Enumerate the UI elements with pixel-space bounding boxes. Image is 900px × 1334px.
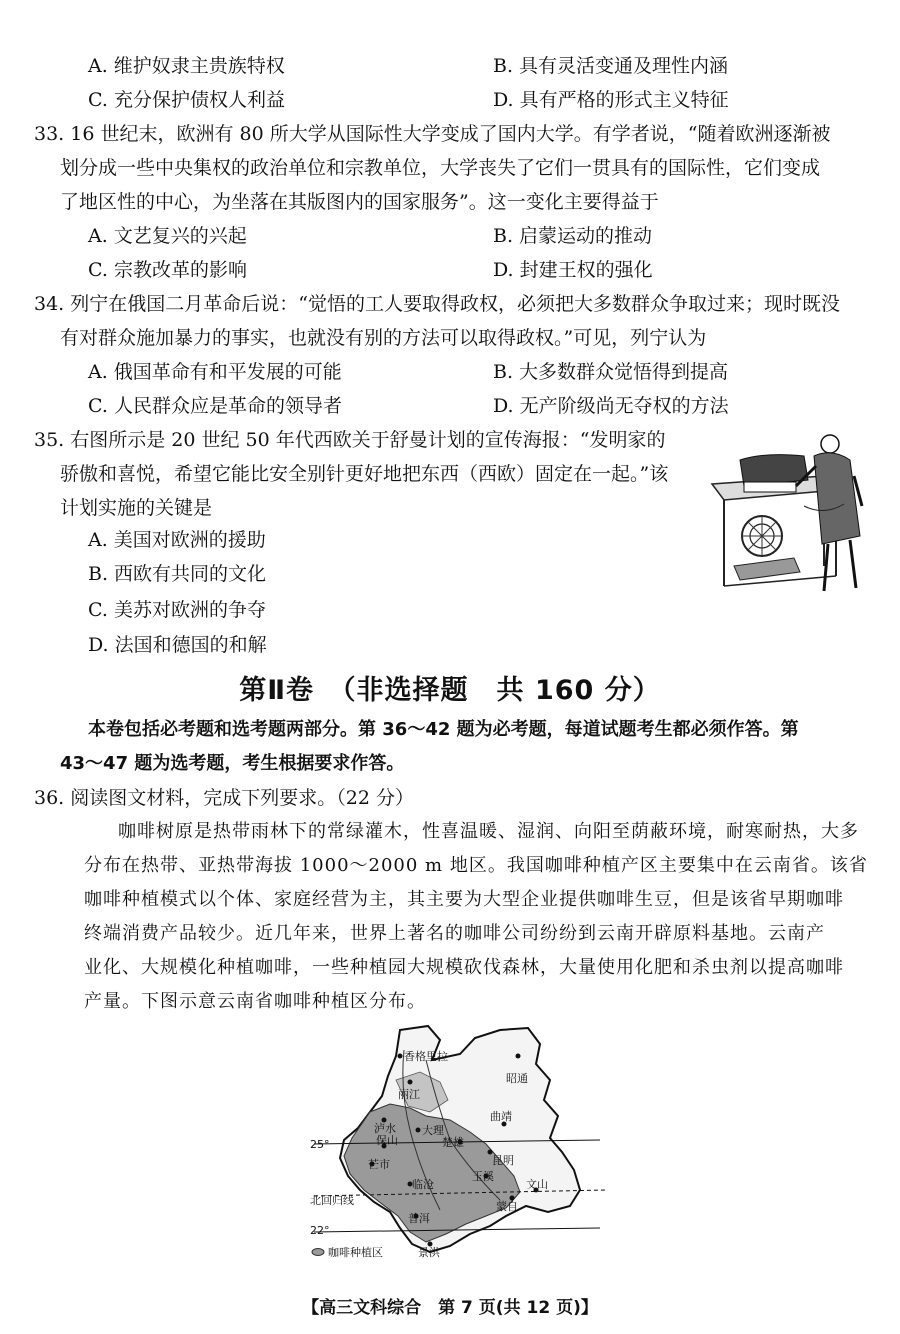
q35-option-b: B. 西欧有共同的文化 bbox=[88, 563, 267, 585]
city-baoshan bbox=[376, 1133, 398, 1149]
svg-text:大理: 大理 bbox=[422, 1124, 444, 1137]
city-shangri-la bbox=[398, 1049, 449, 1063]
svg-text:景洪: 景洪 bbox=[418, 1246, 440, 1259]
q35-stem-line-2: 骄傲和喜悦，希望它能比安全别针更好地把东西（西欧）固定在一起。”该 bbox=[60, 463, 669, 485]
q33-option-a: A. 文艺复兴的兴起 bbox=[88, 225, 247, 247]
q34-option-d: D. 无产阶级尚无夺权的方法 bbox=[493, 395, 729, 417]
city-yuxi bbox=[472, 1169, 494, 1183]
schuman-plan-poster-illustration bbox=[704, 426, 874, 596]
svg-text:芒市: 芒市 bbox=[368, 1158, 390, 1171]
q32-option-b: B. 具有灵活变通及理性内涵 bbox=[493, 55, 729, 77]
q36-paragraph-line-2: 分布在热带、亚热带海拔 1000～2000 m 地区。我国咖啡种植产区主要集中在云南省。该省 bbox=[84, 855, 868, 876]
q33-stem-line-2: 划分成一些中央集权的政治单位和宗教单位，大学丧失了它们一贯具有的国际性，它们变成 bbox=[60, 157, 821, 179]
svg-text:蒙自: 蒙自 bbox=[496, 1200, 518, 1213]
svg-text:泸水: 泸水 bbox=[374, 1122, 396, 1135]
q35-option-c: C. 美苏对欧洲的争夺 bbox=[88, 599, 266, 621]
section-instruction-line-2: 43～47 题为选考题，考生根据要求作答。 bbox=[60, 753, 405, 774]
city-lincang bbox=[408, 1177, 435, 1191]
q36-paragraph-line-4: 终端消费产品较少。近几年来，世界上著名的咖啡公司纷纷到云南开辟原料基地。云南产 bbox=[84, 923, 825, 944]
q33-option-c: C. 宗教改革的影响 bbox=[88, 259, 247, 281]
q35-option-d: D. 法国和德国的和解 bbox=[88, 634, 267, 656]
city-puer bbox=[408, 1211, 430, 1225]
svg-text:楚雄: 楚雄 bbox=[442, 1136, 464, 1149]
q32-option-c: C. 充分保护债权人利益 bbox=[88, 89, 285, 111]
q36-heading: 36. 阅读图文材料，完成下列要求。（22 分） bbox=[34, 787, 414, 809]
page-footer: 【高三文科综合 第 7 页(共 12 页)】 bbox=[302, 1298, 598, 1318]
tropic-of-cancer-label: 北回归线 bbox=[310, 1194, 354, 1207]
city-wenshan bbox=[526, 1178, 548, 1193]
yunnan-coffee-map bbox=[300, 1020, 620, 1260]
q35-stem-line-1: 35. 右图所示是 20 世纪 50 年代西欧关于舒曼计划的宣传海报：“发明家的 bbox=[34, 429, 666, 451]
q33-option-d: D. 封建王权的强化 bbox=[493, 259, 653, 281]
svg-text:曲靖: 曲靖 bbox=[490, 1110, 512, 1123]
q36-paragraph-line-3: 咖啡种植模式以个体、家庭经营为主，其主要为大型企业提供咖啡生豆，但是该省早期咖啡 bbox=[84, 889, 844, 910]
q35-option-a: A. 美国对欧洲的援助 bbox=[88, 529, 266, 551]
legend-coffee-region: 咖啡种植区 bbox=[328, 1246, 383, 1259]
q34-stem-line-2: 有对群众施加暴力的事实，也就没有别的方法可以取得政权。”可见，列宁认为 bbox=[60, 327, 707, 349]
svg-text:丽江: 丽江 bbox=[398, 1088, 420, 1101]
q35-stem-line-3: 计划实施的关键是 bbox=[60, 497, 213, 519]
lat-22-label: 22° bbox=[310, 1224, 330, 1237]
q36-paragraph-line-1: 咖啡树原是热带雨林下的常绿灌木，性喜温暖、湿润、向阳至荫蔽环境，耐寒耐热，大多 bbox=[118, 821, 859, 842]
q33-stem-line-1: 33. 16 世纪末，欧洲有 80 所大学从国际性大学变成了国内大学。有学者说，“随着欧洲逐渐被 bbox=[34, 123, 831, 145]
section-instruction-line-1: 本卷包括必考题和选考题两部分。第 36～42 题为必考题，每道试题考生都必须作答。第 bbox=[88, 719, 799, 740]
svg-text:昆明: 昆明 bbox=[492, 1154, 514, 1167]
svg-text:文山: 文山 bbox=[526, 1178, 548, 1191]
q36-paragraph-line-5: 业化、大规模化种植咖啡，一些种植园大规模砍伐森林，大量使用化肥和杀虫剂以提高咖啡 bbox=[84, 957, 844, 978]
q32-option-a: A. 维护奴隶主贵族特权 bbox=[88, 55, 285, 77]
q33-stem-line-3: 了地区性的中心，为坐落在其版图内的国家服务”。这一变化主要得益于 bbox=[60, 191, 659, 213]
q33-option-b: B. 启蒙运动的推动 bbox=[493, 225, 653, 247]
city-chuxiong bbox=[442, 1135, 464, 1149]
q32-option-d: D. 具有严格的形式主义特征 bbox=[493, 89, 729, 111]
svg-text:昭通: 昭通 bbox=[506, 1072, 528, 1085]
city-mangshi bbox=[368, 1158, 390, 1171]
q34-stem-line-1: 34. 列宁在俄国二月革命后说：“觉悟的工人要取得政权，必须把大多数群众争取过来；现时既没 bbox=[34, 293, 840, 315]
svg-text:保山: 保山 bbox=[376, 1134, 398, 1147]
q36-paragraph-line-6: 产量。下图示意云南省咖啡种植区分布。 bbox=[84, 991, 426, 1012]
q34-option-b: B. 大多数群众觉悟得到提高 bbox=[493, 361, 729, 383]
svg-text:香格里拉: 香格里拉 bbox=[404, 1050, 448, 1063]
svg-text:普洱: 普洱 bbox=[408, 1212, 430, 1225]
svg-text:玉溪: 玉溪 bbox=[472, 1170, 494, 1183]
section-title: 第Ⅱ卷 （非选择题 共 160 分） bbox=[239, 675, 661, 706]
q34-option-c: C. 人民群众应是革命的领导者 bbox=[88, 395, 342, 417]
map-legend bbox=[312, 1245, 383, 1259]
lat-25-label: 25° bbox=[310, 1138, 330, 1151]
q34-option-a: A. 俄国革命有和平发展的可能 bbox=[88, 361, 342, 383]
svg-text:临沧: 临沧 bbox=[412, 1178, 434, 1191]
